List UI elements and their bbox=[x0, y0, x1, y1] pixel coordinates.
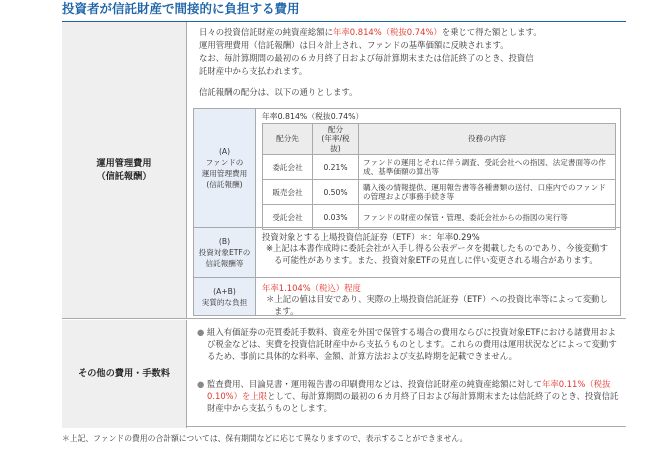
bullet-icon: ● bbox=[197, 379, 205, 389]
other-fees-label bbox=[62, 320, 186, 428]
rate-cell: 0.21% bbox=[313, 155, 359, 180]
other-fees-bullet-1 bbox=[197, 326, 621, 363]
fund-fee-content bbox=[256, 109, 620, 228]
other-fees-highlight: 年率0.11%（税抜0.10%）を上限 bbox=[207, 379, 611, 402]
etf-fee-label bbox=[194, 228, 256, 278]
page-title: 投資者が信託財産で間接的に負担する費用 bbox=[62, 1, 300, 16]
recipient-cell: 販売会社 bbox=[263, 180, 313, 205]
etf-fee-note: ※上記は本書作成時に委託会社が入手し得る公表データを掲載したものであり、今後変動する可能性があります。また、投資対象ETFの見直しに伴い変更される場合があります。 bbox=[266, 243, 609, 265]
service-cell: ファンドの財産の保管・管理、委託会社からの指図の実行等 bbox=[359, 205, 616, 230]
etf-fee-rate: 投資対象とする上場投資信託証券（ETF）＊：年率0.29% bbox=[262, 232, 480, 242]
service-cell: 購入後の情報提供、運用報告書等各種書類の送付、口座内でのファンドの管理および事務手続き等 bbox=[359, 180, 616, 205]
fee-breakdown-box bbox=[193, 108, 621, 316]
management-fee-label-line1: 運用管理費用 bbox=[96, 157, 152, 169]
management-fee-label-line2: （信託報酬） bbox=[96, 171, 152, 182]
total-burden-content bbox=[256, 278, 620, 315]
total-burden-label bbox=[194, 278, 256, 315]
etf-fee-content bbox=[256, 228, 620, 278]
table-row bbox=[263, 205, 616, 230]
allocation-header-row bbox=[263, 124, 616, 155]
management-fee-content bbox=[186, 22, 626, 319]
fee-rate-text-end: を乗じて得た額とします。 bbox=[441, 27, 542, 37]
fee-rate-text: 日々の投資信託財産の純資産総額に bbox=[199, 27, 333, 37]
fee-table bbox=[62, 21, 626, 427]
payment-paragraph-line2: 託財産中から支払われます。 bbox=[199, 66, 308, 76]
fund-fee-label-2: ファンドの bbox=[205, 158, 244, 167]
bullet-icon: ● bbox=[197, 327, 205, 337]
other-fees-bullet-2 bbox=[197, 378, 621, 415]
table-row bbox=[263, 155, 616, 180]
fee-rate-paragraph bbox=[199, 26, 619, 38]
rate-cell: 0.50% bbox=[313, 180, 359, 205]
other-fees-text-1: 組入有価証券の売買委託手数料、資産を外国で保管する場合の費用ならびに投資対象ETFにおける諸費用および税金などは、実費を投資信託財産中から支払うものとします。これらの費用は運用状況などによって変動するため、事前に具体的な料率、金額、計算方法および支払時期を記載できません。 bbox=[206, 327, 617, 362]
total-burden-rate: 年率1.104%（税込）程度 bbox=[262, 283, 361, 293]
recipient-cell: 委託会社 bbox=[263, 155, 313, 180]
total-burden-label-2: 実質的な負担 bbox=[201, 297, 248, 307]
fund-fee-label bbox=[194, 109, 256, 228]
footnote: ＊上記、ファンドの費用の合計額については、保有期間などに応じて異なりますので、表示することができません。 bbox=[62, 434, 468, 443]
header-recipient: 配分先 bbox=[263, 124, 313, 155]
other-fees-label-text: その他の費用・手数料 bbox=[78, 368, 170, 380]
fund-fee-label-4: (信託報酬) bbox=[206, 180, 243, 189]
total-burden-label-1: (A+B) bbox=[213, 286, 236, 296]
total-burden-note: ＊上記の値は目安であり、実際の上場投資信託証券（ETF）への投資比率等によって変動します。 bbox=[266, 294, 608, 316]
management-fee-label bbox=[62, 22, 186, 319]
service-cell: ファンドの運用とそれに伴う調査、受託会社への指図、法定書面等の作成、基準価額の算出等 bbox=[359, 155, 616, 180]
fee-reflect-paragraph: 運用管理費用（信託報酬）は日々計上され、ファンドの基準価額に反映されます。 bbox=[199, 40, 509, 50]
fund-fee-label-1: (A) bbox=[218, 147, 231, 156]
header-service: 役務の内容 bbox=[359, 124, 616, 155]
fund-fee-label-3: 運用管理費用 bbox=[201, 169, 248, 178]
other-fees-text-2: 監査費用、目論見書・運用報告書の印刷費用などは、投資信託財産の純資産総額に対して bbox=[206, 379, 542, 389]
header-rate: 配分 (年率/税抜) bbox=[313, 124, 359, 155]
allocation-table bbox=[262, 123, 616, 230]
other-fees-text-2-end: として、毎計算期間の最初の６カ月終了日および毎計算期末または信託終了のとき、投資信託財産中から支払うものとします。 bbox=[207, 391, 619, 414]
recipient-cell: 受託会社 bbox=[263, 205, 313, 230]
etf-fee-label-1: (B) bbox=[218, 237, 231, 246]
etf-fee-label-3: 信託報酬等 bbox=[205, 259, 244, 268]
table-row bbox=[263, 180, 616, 205]
payment-paragraph-line1: なお、毎計算期間の最初の６カ月終了日および毎計算期末または信託終了のとき、投資信 bbox=[199, 53, 534, 63]
etf-fee-label-2: 投資対象ETFの bbox=[198, 248, 251, 257]
fund-fee-rate: 年率0.814%（税抜0.74%） bbox=[262, 112, 364, 121]
fee-rate-highlight: 年率0.814%（税抜0.74%） bbox=[333, 27, 442, 37]
other-fees-content bbox=[186, 320, 626, 428]
rate-cell: 0.03% bbox=[313, 205, 359, 230]
allocation-intro: 信託報酬の配分は、以下の通りとします。 bbox=[199, 87, 358, 97]
